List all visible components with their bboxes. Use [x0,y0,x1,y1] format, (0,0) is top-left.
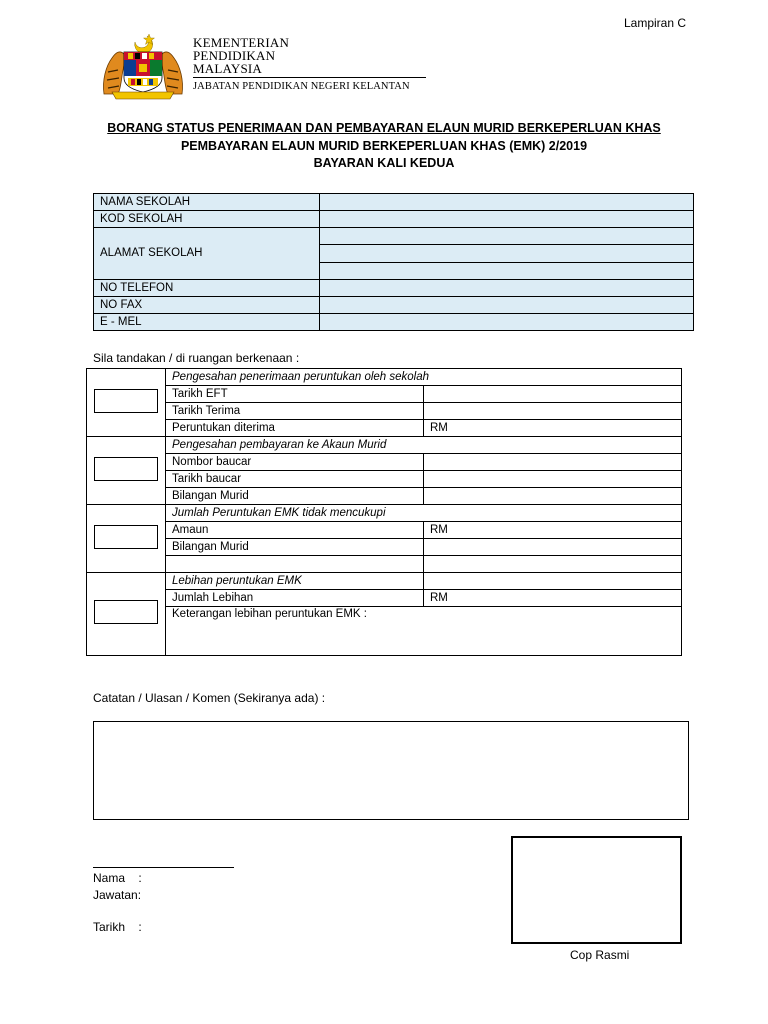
date-label: Tarikh : [93,920,142,934]
school-code-field[interactable] [320,211,694,228]
ministry-name-line3: MALAYSIA [193,61,263,76]
table-row [87,437,682,454]
table-row [87,539,682,556]
section4-heading-value[interactable] [424,573,682,590]
school-address-field-3[interactable] [320,262,694,279]
section4-checkbox-cell [87,573,166,656]
name-label: Nama : [93,871,142,885]
school-code-label: KOD SEKOLAH [94,211,320,228]
section3-row1-value[interactable]: RM [424,522,682,539]
section2-row2-label: Tarikh baucar [166,471,424,488]
table-row [87,471,682,488]
phone-field[interactable] [320,279,694,296]
section2-row3-value[interactable] [424,488,682,505]
table-row [87,454,682,471]
section4-remarks-field[interactable]: Keterangan lebihan peruntukan EMK : [166,607,682,656]
form-title: BORANG STATUS PENERIMAAN DAN PEMBAYARAN ELAUN MURID BERKEPERLUAN KHAS [107,121,661,135]
section2-row1-value[interactable] [424,454,682,471]
section1-heading: Pengesahan penerimaan peruntukan oleh sekolah [166,369,682,386]
section3-heading: Jumlah Peruntukan EMK tidak mencukupi [166,505,682,522]
phone-label: NO TELEFON [94,279,320,296]
section1-checkbox[interactable] [94,389,158,413]
comments-label: Catatan / Ulasan / Komen (Sekiranya ada) : [93,691,326,705]
table-row [87,505,682,522]
header-divider [193,77,426,78]
section3-checkbox[interactable] [94,525,158,549]
official-stamp-label: Cop Rasmi [570,948,630,962]
ministry-name-line2: PENDIDIKAN [193,48,276,63]
table-row [87,386,682,403]
signature-line[interactable] [93,867,234,868]
section3-row2-value[interactable] [424,539,682,556]
section1-row3-label: Peruntukan diterima [166,420,424,437]
school-address-field-2[interactable] [320,245,694,262]
comments-textarea[interactable] [93,721,689,820]
instruction-text: Sila tandakan / di ruangan berkenaan : [93,351,300,365]
section4-row1-value[interactable]: RM [424,590,682,607]
ministry-name-line1: KEMENTERIAN [193,35,290,50]
table-row [87,369,682,386]
table-row [94,279,694,296]
table-row [87,522,682,539]
section1-row2-value[interactable] [424,403,682,420]
form-subtitle: PEMBAYARAN ELAUN MURID BERKEPERLUAN KHAS (EMK) 2/2019 [180,139,588,153]
table-row [94,228,694,245]
school-name-field[interactable] [320,194,694,211]
section2-heading: Pengesahan pembayaran ke Akaun Murid [166,437,682,454]
section2-checkbox[interactable] [94,457,158,481]
table-row [87,607,682,656]
section3-row3-label [166,556,424,573]
section2-row3-label: Bilangan Murid [166,488,424,505]
section1-row3-value[interactable]: RM [424,420,682,437]
fax-field[interactable] [320,296,694,313]
section4-checkbox[interactable] [94,600,158,624]
school-name-label: NAMA SEKOLAH [94,194,320,211]
table-row [94,313,694,330]
school-info-table [93,193,694,331]
table-row [94,296,694,313]
section1-checkbox-cell [87,369,166,437]
section2-row1-label: Nombor baucar [166,454,424,471]
table-row [87,573,682,590]
section4-heading: Lebihan peruntukan EMK [166,573,424,590]
section4-row1-label: Jumlah Lebihan [166,590,424,607]
section2-row2-value[interactable] [424,471,682,488]
school-address-label: ALAMAT SEKOLAH [94,228,320,279]
table-row [94,211,694,228]
section3-row3-value[interactable] [424,556,682,573]
table-row [87,488,682,505]
table-row [94,194,694,211]
position-label: Jawatan: [93,888,142,902]
form-payment-round: BAYARAN KALI KEDUA [313,156,455,170]
fax-label: NO FAX [94,296,320,313]
department-name: JABATAN PENDIDIKAN NEGERI KELANTAN [193,81,410,92]
malaysia-crest-logo [98,32,188,100]
table-row [87,403,682,420]
email-label: E - MEL [94,313,320,330]
email-field[interactable] [320,313,694,330]
official-stamp-box[interactable] [511,836,682,944]
status-selection-table [86,368,682,656]
section2-checkbox-cell [87,437,166,505]
school-address-field-1[interactable] [320,228,694,245]
section3-row2-label: Bilangan Murid [166,539,424,556]
section1-row2-label: Tarikh Terima [166,403,424,420]
section1-row1-label: Tarikh EFT [166,386,424,403]
table-row [87,556,682,573]
table-row [87,590,682,607]
section3-row1-label: Amaun [166,522,424,539]
section1-row1-value[interactable] [424,386,682,403]
section3-checkbox-cell [87,505,166,573]
table-row [87,420,682,437]
annex-label: Lampiran C [624,16,687,30]
